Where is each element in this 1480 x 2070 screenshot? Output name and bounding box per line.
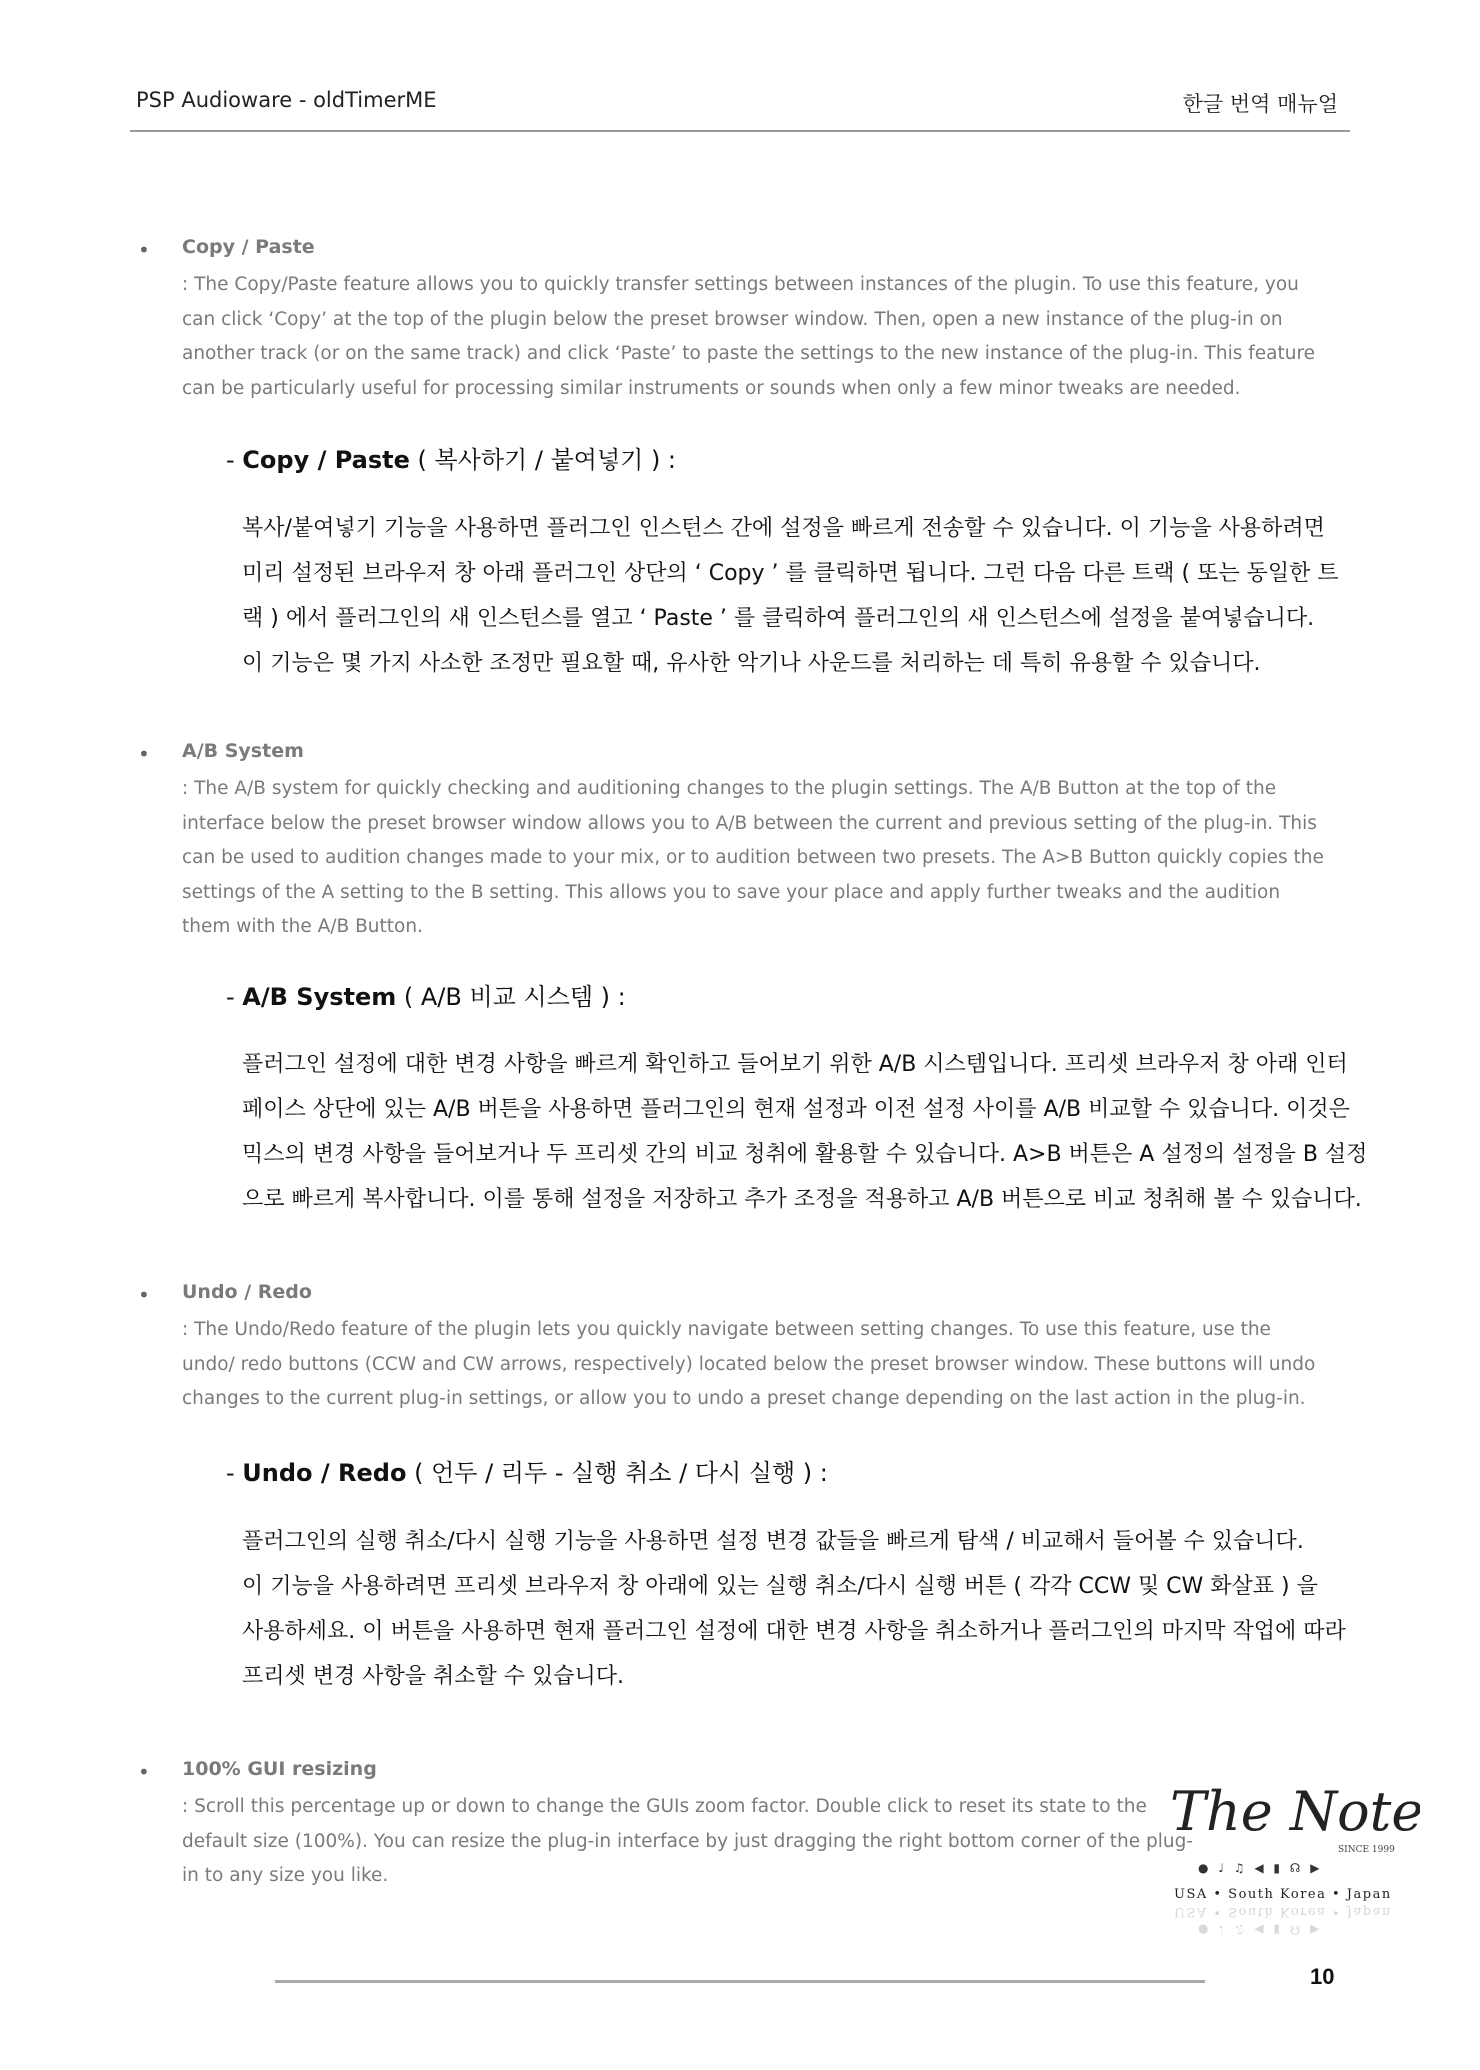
section-undo-redo	[130, 1281, 1350, 1701]
heading-rest: ( 언두 / 리두 - 실행 취소 / 다시 실행 ) :	[406, 1459, 828, 1487]
ko-line: 이 기능은 몇 가지 사소한 조정만 필요할 때, 유사한 악기나 사운드를 처리하는 데 특히 유용할 수 있습니다.	[242, 651, 1261, 676]
ko-line: 플러그인 설정에 대한 변경 사항을 빠르게 확인하고 들어보기 위한 A/B 시스템입니다. 프리셋 브라우저 창 아래 인터	[242, 1052, 1348, 1077]
section-title-en: A/B System	[182, 740, 304, 762]
logo-brand: The Note	[1170, 1780, 1420, 1843]
bullet: •	[138, 1760, 150, 1784]
bullet: •	[138, 1283, 150, 1307]
logo-icons: ● ♩ ♫ ◀ ▮ ☊ ▶	[1198, 1861, 1323, 1875]
ko-line: 복사/붙여넣기 기능을 사용하면 플러그인 인스턴스 간에 설정을 빠르게 전송할 수 있습니다. 이 기능을 사용하려면	[242, 516, 1325, 541]
ko-line: 으로 빠르게 복사합니다. 이를 통해 설정을 저장하고 추가 조정을 적용하고 A/B 버튼으로 비교 청취해 볼 수 있습니다.	[242, 1187, 1362, 1212]
heading-rest: ( A/B 비교 시스템 ) :	[396, 983, 626, 1011]
section-body-ko	[242, 506, 1392, 686]
heading-dash: -	[226, 983, 243, 1011]
section-ab-system	[130, 740, 1368, 1220]
logo-since: SINCE 1999	[1338, 1845, 1395, 1855]
the-note-logo	[1160, 1760, 1420, 1960]
section-copy-paste	[130, 236, 1350, 676]
ko-line: 미리 설정된 브라우저 창 아래 플러그인 상단의 ‘ Copy ’ 를 클릭하면 됩니다. 그런 다음 다른 트랙 ( 또는 동일한 트	[242, 561, 1339, 586]
ko-line: 사용하세요. 이 버튼을 사용하면 현재 플러그인 설정에 대한 변경 사항을 취소하거나 플러그인의 마지막 작업에 따라	[242, 1619, 1346, 1644]
heading-bold: Undo / Redo	[242, 1459, 407, 1487]
section-heading-ko	[226, 1453, 828, 1488]
page-number: 10	[1310, 1964, 1335, 1989]
logo-regions-reflection: USA • South Korea • Japan	[1174, 1904, 1392, 1919]
bullet: •	[138, 742, 150, 766]
heading-bold: Copy / Paste	[242, 446, 410, 474]
logo-regions: USA • South Korea • Japan	[1174, 1887, 1392, 1902]
ko-line: 이 기능을 사용하려면 프리셋 브라우저 창 아래에 있는 실행 취소/다시 실행 버튼 ( 각각 CCW 및 CW 화살표 ) 을	[242, 1574, 1318, 1599]
ko-line: 페이스 상단에 있는 A/B 버튼을 사용하면 플러그인의 현재 설정과 이전 설정 사이를 A/B 비교할 수 있습니다. 이것은	[242, 1097, 1350, 1122]
ko-line: 플러그인의 실행 취소/다시 실행 기능을 사용하면 설정 변경 값들을 빠르게 탐색 / 비교해서 들어볼 수 있습니다.	[242, 1529, 1304, 1554]
section-body-en: : The A/B system for quickly checking and auditioning changes to the plugin settings. The A/B Button at the top of the interface below the preset browser window allows you to A/B between the current and previous setting of the plug-in. This can be used to audition changes made to your mix, or to audition between two presets. The A>B Button quickly copies the settings of the A setting to the B setting. This allows you to save your place and apply further tweaks and the audition them with the A/B Button.	[182, 778, 1324, 937]
section-body-ko	[242, 1519, 1392, 1699]
section-title-en: Undo / Redo	[182, 1281, 312, 1303]
ko-line: 랙 ) 에서 플러그인의 새 인스턴스를 열고 ‘ Paste ’ 를 클릭하여 플러그인의 새 인스턴스에 설정을 붙여넣습니다.	[242, 606, 1315, 631]
section-body-en: : The Undo/Redo feature of the plugin lets you quickly navigate between setting changes. To use this feature, use the undo/ redo buttons (CCW and CW arrows, respectively) located below the preset browser window. These buttons will undo changes to the current plug-in settings, or allow you to undo a preset change depending on the last action in the plug-in.	[182, 1319, 1316, 1409]
document-title: PSP Audioware - oldTimerME	[136, 88, 437, 112]
ko-line: 프리셋 변경 사항을 취소할 수 있습니다.	[242, 1664, 624, 1689]
heading-bold: A/B System	[242, 983, 397, 1011]
logo-graphic	[1160, 1760, 1420, 1960]
document-subtitle: 한글 번역 매뉴얼	[1182, 92, 1338, 116]
section-heading-ko	[226, 440, 676, 475]
page-header	[130, 80, 1350, 132]
section-body-en: : The Copy/Paste feature allows you to quickly transfer settings between instances of the plugin. To use this feature, you can click ‘Copy’ at the top of the plugin below the preset browser window. Then, open a new instance of the plug-in on another track (or on the same track) and click ‘Paste’ to paste the settings to the new instance of the plug-in. This feature can be particularly useful for processing similar instruments or sounds when only a few minor tweaks are needed.	[182, 274, 1316, 399]
bullet: •	[138, 238, 150, 262]
section-body-en: : Scroll this percentage up or down to change the GUIs zoom factor. Double click to reset its state to the default size (100%). You can resize the plug-in interface by just dragging the right bottom corner of the plug-in to any size you like.	[182, 1796, 1194, 1886]
section-title-en: Copy / Paste	[182, 236, 315, 258]
logo-icons-reflection: ● ♩ ♫ ◀ ▮ ☊ ▶	[1198, 1923, 1323, 1937]
footer-divider	[275, 1980, 1205, 1983]
section-title-en: 100% GUI resizing	[182, 1758, 377, 1780]
section-body-ko	[242, 1042, 1392, 1222]
ko-line: 믹스의 변경 사항을 들어보거나 두 프리셋 간의 비교 청취에 활용할 수 있습니다. A>B 버튼은 A 설정의 설정을 B 설정	[242, 1142, 1368, 1167]
section-heading-ko	[226, 977, 626, 1012]
heading-dash: -	[226, 1459, 243, 1487]
heading-dash: -	[226, 446, 243, 474]
heading-rest: ( 복사하기 / 붙여넣기 ) :	[409, 446, 677, 474]
